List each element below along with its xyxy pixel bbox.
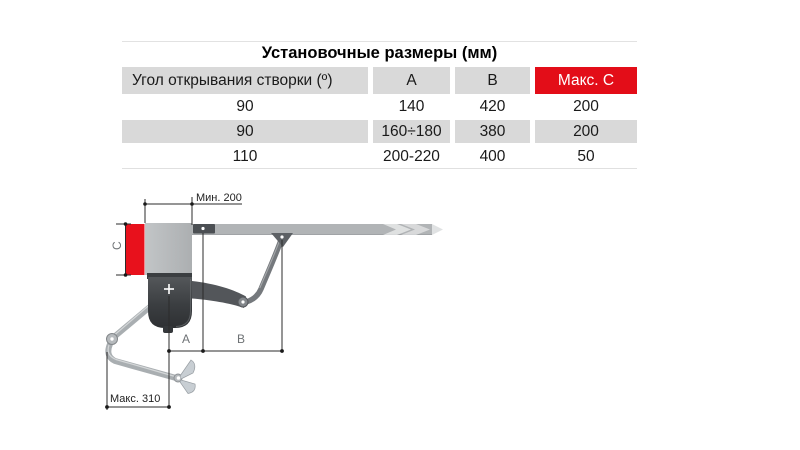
table-title: Установочные размеры (мм) (122, 42, 637, 65)
c-dimension-red-bar (126, 224, 145, 275)
column-header-max-c: Макс. С (535, 67, 637, 94)
table-cell: 200-220 (373, 145, 450, 168)
table-cell: 160÷180 (373, 120, 450, 143)
table-cell: 200 (535, 120, 637, 143)
column-header-angle: Угол открывания створки (º) (122, 67, 368, 94)
table-cell: 110 (122, 145, 368, 168)
table-cell: 140 (373, 96, 450, 118)
gate-post (145, 223, 192, 275)
release-key-icon (177, 360, 196, 394)
table-cell: 380 (455, 120, 530, 143)
dimension-c-label: C (110, 241, 124, 250)
dimension-a-label: A (182, 332, 191, 346)
table-cell: 420 (455, 96, 530, 118)
dimension-b-label: B (237, 332, 246, 346)
table-cell: 50 (535, 145, 637, 168)
min-200-label: Мин. 200 (196, 192, 242, 204)
articulated-arm (192, 233, 293, 308)
column-header-a: А (373, 67, 450, 94)
bracket-pivot-dot (201, 227, 204, 230)
table-cell: 200 (535, 96, 637, 118)
table-cell: 400 (455, 145, 530, 168)
table-cell: 90 (122, 120, 368, 143)
max-310-label: Макс. 310 (110, 393, 161, 405)
column-header-b: В (455, 67, 530, 94)
table-cell: 90 (122, 96, 368, 118)
